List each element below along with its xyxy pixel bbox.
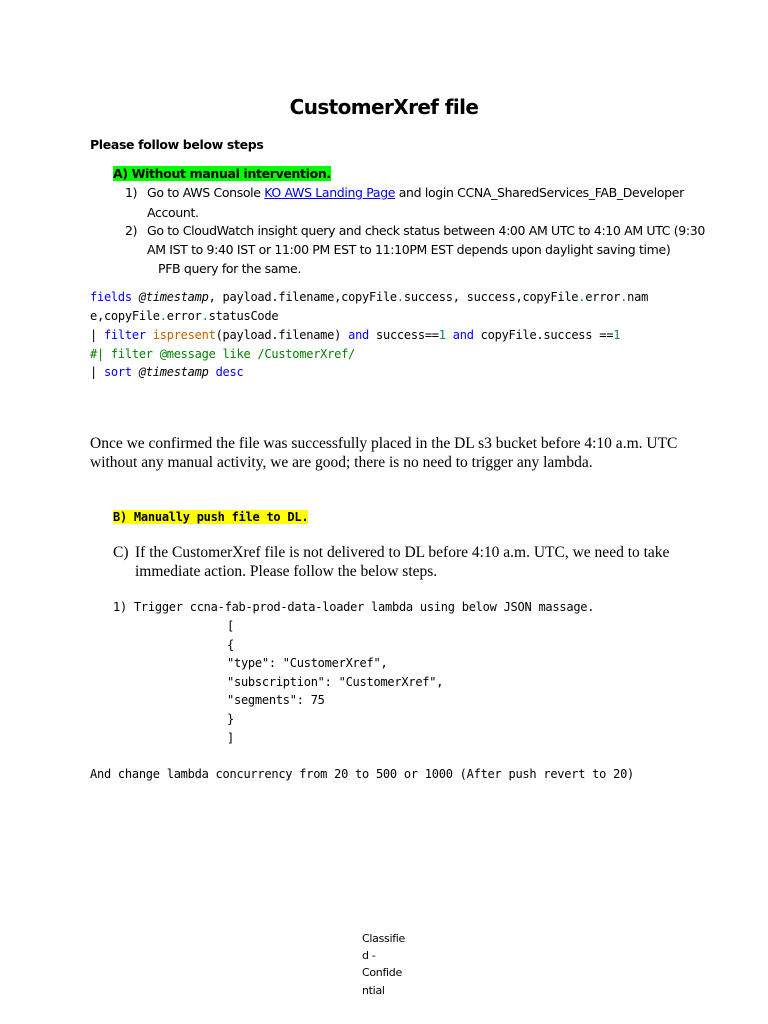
classification-label-line: Confide [362, 966, 402, 979]
kw-and: and [452, 328, 474, 342]
step-2-line-2: AM IST to 9:40 IST or 11:00 PM EST to 11:10PM EST depends upon daylight saving time) [147, 242, 671, 257]
code-dot: . [578, 290, 586, 304]
query-line-3 [90, 328, 620, 342]
query-line-4-comment: #| filter @message like /CustomerXref/ [90, 347, 356, 361]
code-text: error [166, 309, 202, 323]
code-text [446, 328, 453, 342]
code-text: nam [627, 290, 649, 304]
step-1-text [147, 185, 684, 200]
document-title: CustomerXref file [289, 95, 479, 119]
json-line: } [227, 712, 234, 726]
query-line-2 [90, 309, 278, 323]
step-1-number: 1) [125, 185, 138, 200]
code-text: e,copyFile [90, 309, 160, 323]
kw-timestamp: @timestamp [138, 290, 209, 304]
step-2-line-1: Go to CloudWatch insight query and check status between 4:00 AM UTC to 4:10 AM UTC (9:30 [147, 223, 705, 238]
code-text: statusCode [208, 309, 279, 323]
code-number: 1 [613, 328, 621, 342]
code-dot: . [201, 309, 209, 323]
code-text: error [585, 290, 621, 304]
classification-label-line: ntial [362, 984, 385, 997]
trigger-line: 1) Trigger ccna-fab-prod-data-loader lambda using below JSON massage. [113, 600, 595, 614]
kw-desc: desc [208, 365, 244, 379]
code-number: 1 [438, 328, 446, 342]
code-text: success [403, 290, 453, 304]
kw-filter: filter [103, 328, 146, 342]
section-c-number: C) [113, 544, 129, 561]
code-pipe: | [90, 328, 104, 342]
json-line: [ [227, 619, 234, 633]
kw-ispresent: ispresent [145, 328, 216, 342]
code-text: copyFile.success == [473, 328, 614, 342]
json-line: "segments": 75 [227, 693, 325, 707]
json-line: ] [227, 731, 234, 745]
kw-sort: sort [103, 365, 132, 379]
section-c-line-2: immediate action. Please follow the below steps. [135, 563, 438, 580]
concurrency-instruction: And change lambda concurrency from 20 to 500 or 1000 (After push revert to 20) [90, 767, 635, 781]
json-line: "subscription": "CustomerXref", [227, 675, 444, 689]
json-line: "type": "CustomerXref", [227, 656, 388, 670]
step-2-line-3: PFB query for the same. [158, 261, 301, 276]
code-text: (payload.filename) [215, 328, 349, 342]
step-1-prefix: Go to AWS Console [147, 185, 265, 200]
code-dot: . [396, 290, 404, 304]
query-line-5 [90, 365, 243, 379]
classification-label-line: d - [362, 949, 376, 962]
paragraph-line-2: without any manual activity, we are good; there is no need to trigger any lambda. [90, 454, 593, 471]
section-c-line-1: If the CustomerXref file is not delivered to DL before 4:10 a.m. UTC, we need to take [135, 544, 670, 561]
code-dot: . [620, 290, 628, 304]
paragraph-line-1: Once we confirmed the file was successfully placed in the DL s3 bucket before 4:10 a.m. UTC [90, 435, 678, 452]
step-1-suffix: and login CCNA_SharedServices_FAB_Developer [395, 185, 684, 200]
code-dot: . [159, 309, 167, 323]
step-2-number: 2) [125, 223, 138, 238]
json-line: { [227, 638, 234, 652]
code-pipe: | [90, 365, 104, 379]
code-text: , payload.filename,copyFile [208, 290, 397, 304]
kw-timestamp: @timestamp [131, 365, 209, 379]
code-text: success== [369, 328, 439, 342]
kw-and: and [348, 328, 370, 342]
intro-heading: Please follow below steps [90, 137, 264, 152]
aws-landing-page-link[interactable]: KO AWS Landing Page [264, 185, 396, 200]
code-text: , success,copyFile [452, 290, 579, 304]
classification-label-line: Classifie [362, 932, 405, 945]
query-line-1 [90, 290, 648, 304]
section-a-heading: A) Without manual intervention. [113, 166, 331, 181]
section-b-heading: B) Manually push file to DL. [113, 510, 309, 524]
step-1-continuation: Account. [147, 205, 199, 220]
kw-fields: fields [90, 290, 132, 304]
